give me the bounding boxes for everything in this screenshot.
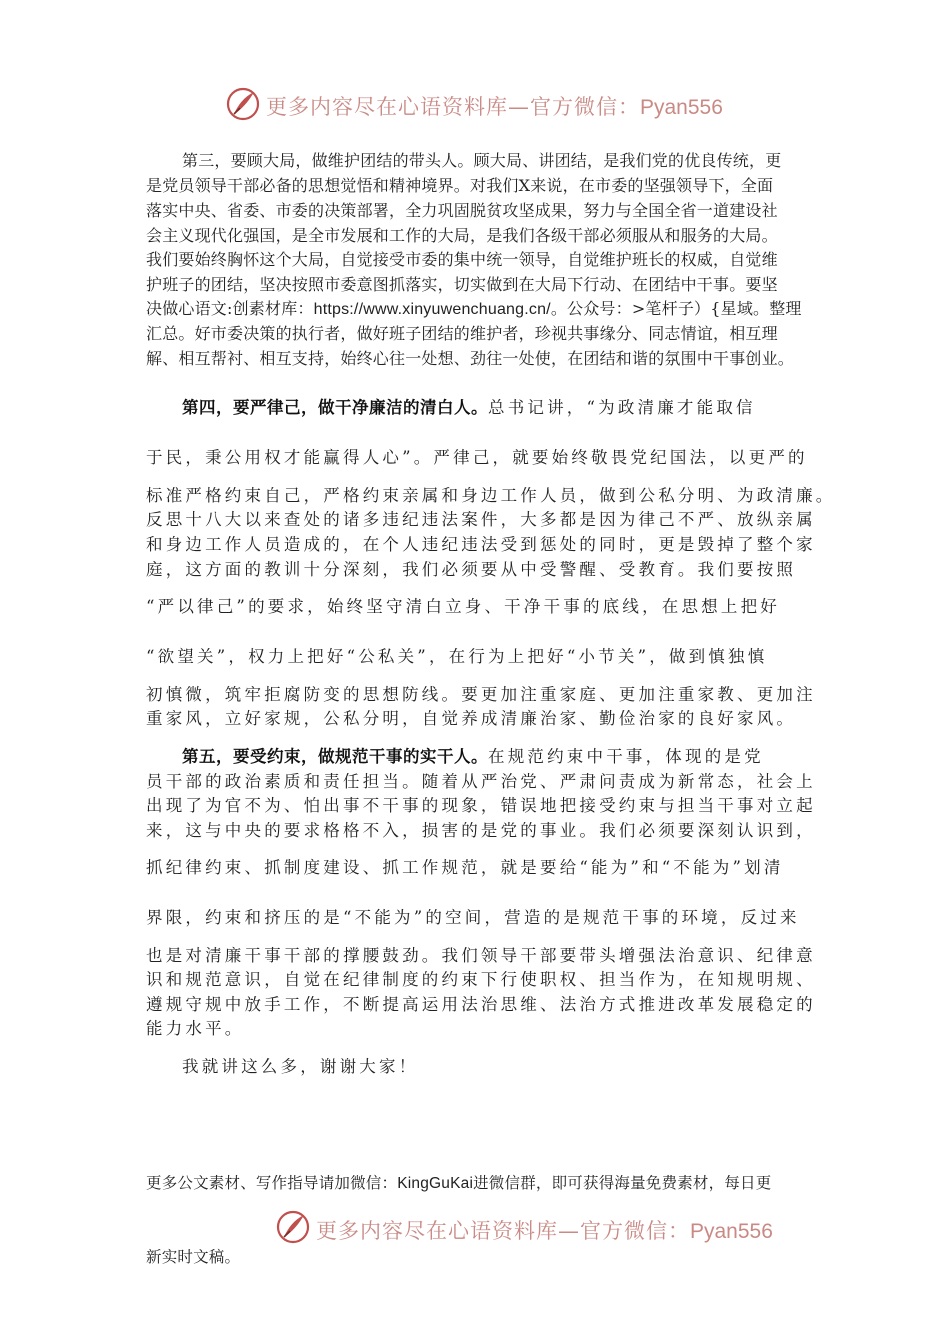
p4-line-8: “欲望关”，权力上把好“公私关”，在行为上把好“小节关”，做到慎独慎 xyxy=(146,647,768,666)
p5-line-6: 界限，约束和挤压的是“不能为”的空间，营造的是规范干事的环境，反过来 xyxy=(146,908,800,927)
p5-line-3: 出现了为官不为、怕出事不干事的现象，错误地把接受约束与担当干事对立起 xyxy=(146,796,816,815)
p5-line-7: 也是对清廉干事干部的撑腰鼓劲。我们领导干部要带头增强法治意识、纪律意 xyxy=(146,946,816,965)
p4-line-1: 第四，要严律己，做干净廉洁的清白人。总书记讲，“为政清廉才能取信 xyxy=(182,398,756,417)
p5-line-5: 抓纪律约束、抓制度建设、抓工作规范，就是要给“能为”和“不能为”划清 xyxy=(146,858,784,877)
footer-line-1: 更多公文素材、写作指导请加微信：KingGuKai进微信群，即可获得海量免费素材，每日更 xyxy=(146,1174,772,1192)
p4-line-6: 庭，这方面的教训十分深刻，我们必须要从中受警醒、受教育。我们要按照 xyxy=(146,560,797,579)
p3-line-2: 是党员领导干部必备的思想觉悟和精神境界。对我们X来说，在市委的坚强领导下，全面 xyxy=(146,176,774,195)
p4-line-5: 和身边工作人员造成的，在个人违纪违法受到惩处的同时，更是毁掉了整个家 xyxy=(146,535,816,554)
watermark-text: 更多内容尽在心语资料库—官方微信：Pyan556 xyxy=(266,95,723,119)
p3-line-5: 我们要始终胸怀这个大局，自觉接受市委的集中统一领导，自觉维护班长的权威，自觉维 xyxy=(146,250,778,269)
footer-line-2: 新实时文稿。 xyxy=(146,1248,241,1266)
p4-line-10: 重家风，立好家规，公私分明，自觉养成清廉治家、勤俭治家的良好家风。 xyxy=(146,709,797,728)
p5-line-9: 遵规守规中放手工作，不断提高运用法治思维、法治方式推进改革发展稳定的 xyxy=(146,995,816,1014)
quill-pen-logo-icon xyxy=(276,1210,310,1244)
quill-pen-logo-icon xyxy=(226,87,260,121)
wechat-id: KingGuKai xyxy=(397,1175,474,1192)
p5-line-2: 员干部的政治素质和责任担当。随着从严治党、严肃问责成为新常态，社会上 xyxy=(146,772,816,791)
p3-line-7: 决做心语文:创素材库：https://www.xinyuwenchuang.cn/。公众号：>笔杆子）{星域。整理 xyxy=(146,299,802,318)
p3-line-4: 会主义现代化强国，是全市发展和工作的大局，是我们各级干部必须服从和服务的大局。 xyxy=(146,226,778,245)
p3-line-3: 落实中央、省委、市委的决策部署，全力巩固脱贫攻坚成果，努力与全国全省一道建设社 xyxy=(146,201,778,220)
p4-line-4: 反思十八大以来查处的诸多违纪违法案件，大多都是因为律己不严、放纵亲属 xyxy=(146,510,816,529)
p5-line-1: 第五，要受约束，做规范干事的实干人。在规范约束中干事，体现的是党 xyxy=(182,747,764,766)
p4-line-9: 初慎微，筑牢拒腐防变的思想防线。要更加注重家庭、更加注重家教、更加注 xyxy=(146,685,816,704)
p5-line-4: 来，这与中央的要求格格不入，损害的是党的事业。我们必须要深刻认识到， xyxy=(146,821,816,840)
p5-line-10: 能力水平。 xyxy=(146,1019,245,1038)
p3-line-9: 解、相互帮衬、相互支持，始终心往一处想、劲往一处使，在团结和谐的氛围中干事创业。 xyxy=(146,349,795,368)
p4-line-7: “严以律己”的要求，始终坚守清白立身、干净干事的底线，在思想上把好 xyxy=(146,597,780,616)
watermark-banner-bottom xyxy=(0,1210,950,1250)
p4-heading: 第四，要严律己，做干净廉洁的清白人。 xyxy=(182,398,488,417)
p4-line-3: 标准严格约束自己，严格约束亲属和身边工作人员，做到公私分明、为政清廉。 xyxy=(146,486,836,505)
p5-line-8: 识和规范意识，自觉在纪律制度的约束下行使职权、担当作为，在知规明规、 xyxy=(146,970,816,989)
p3-line-6: 护班子的团结，坚决按照市委意图抓落实，切实做到在大局下行动、在团结中干事。要坚 xyxy=(146,275,778,294)
website-link[interactable]: https://www.xinyuwenchuang.cn/ xyxy=(313,301,551,318)
watermark-banner-top xyxy=(0,85,950,125)
closing-line: 我就讲这么多，谢谢大家！ xyxy=(182,1057,419,1076)
watermark-text: 更多内容尽在心语资料库—官方微信：Pyan556 xyxy=(316,1219,773,1243)
p4-line-2: 于民，秉公用权才能赢得人心”。严律己，就要始终敬畏党纪国法，以更严的 xyxy=(146,448,808,467)
p3-line-8: 汇总。好市委决策的执行者，做好班子团结的维护者，珍视共事缘分、同志情谊，相互理 xyxy=(146,324,778,343)
p3-line-1: 第三，要顾大局，做维护团结的带头人。顾大局、讲团结，是我们党的优良传统，更 xyxy=(182,151,782,170)
p5-heading: 第五，要受约束，做规范干事的实干人。 xyxy=(182,747,488,766)
